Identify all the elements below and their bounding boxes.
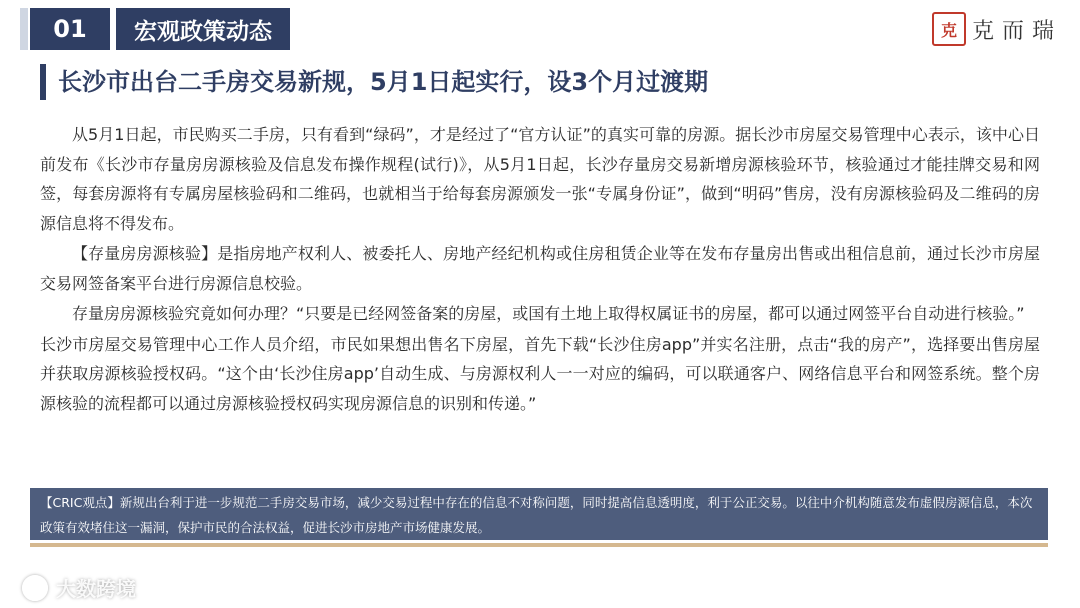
headline-accent-bar: [40, 64, 46, 100]
section-title: 宏观政策动态: [116, 8, 290, 50]
logo-text: 克而瑞: [971, 18, 1062, 44]
company-logo: [932, 12, 1062, 46]
paragraph-3: 存量房房源核验究竟如何办理？“只要是已经网签备案的房屋，或国有土地上取得权属证书的房屋，都可以通过网签平台自动进行核验。”: [72, 304, 1025, 323]
article-body: [40, 120, 1040, 419]
header-accent-bar: [20, 8, 28, 50]
paragraph-2: 【存量房房源核验】是指房地产权利人、被委托人、房地产经纪机构或住房租赁企业等在发布存量房出售或出租信息前，通过长沙市房屋交易网签备案平台进行房源信息校验。: [40, 244, 1040, 293]
paragraph-1: 从5月1日起，市民购买二手房，只有看到“绿码”，才是经过了“官方认证”的真实可靠的房源。据长沙市房屋交易管理中心表示，该中心日前发布《长沙市存量房房源核验及信息发布操作规程(试行)》，从5月1日起，长沙存量房交易新增房源核验环节，核验通过才能挂牌交易和网签，每套房源将有专属房屋核验码和二维码，也就相当于给每套房源颁发一张“专属身份证”，做到“明码”售房，没有房源核验码及二维码的房源信息将不得发布。: [40, 125, 1040, 233]
headline: 长沙市出台二手房交易新规，5月1日起实行，设3个月过渡期: [58, 68, 709, 96]
watermark-text: 大数跨境: [56, 577, 136, 601]
logo-seal-icon: 克: [932, 12, 966, 46]
watermark-logo-icon: [22, 575, 48, 601]
section-number: 01: [30, 8, 110, 50]
cric-opinion-callout: 【CRIC观点】新规出台利于进一步规范二手房交易市场，减少交易过程中存在的信息不对称问题，同时提高信息透明度，利于公正交易。以往中介机构随意发布虚假房源信息，本次政策有效堵住这一漏洞，保护市民的合法权益，促进长沙市房地产市场健康发展。: [30, 488, 1048, 540]
callout-underline: [30, 543, 1048, 547]
watermark: [22, 573, 136, 602]
paragraph-4: 长沙市房屋交易管理中心工作人员介绍，市民如果想出售名下房屋，首先下载“长沙住房app”并实名注册，点击“我的房产”，选择要出售房屋并获取房源核验授权码。“这个由‘长沙住房app’自动生成、与房源权利人一一对应的编码，可以联通客户、网络信息平台和网签系统。整个房源核验的流程都可以通过房源核验授权码实现房源信息的识别和传递。”: [40, 334, 1040, 413]
section-header: [20, 8, 290, 50]
